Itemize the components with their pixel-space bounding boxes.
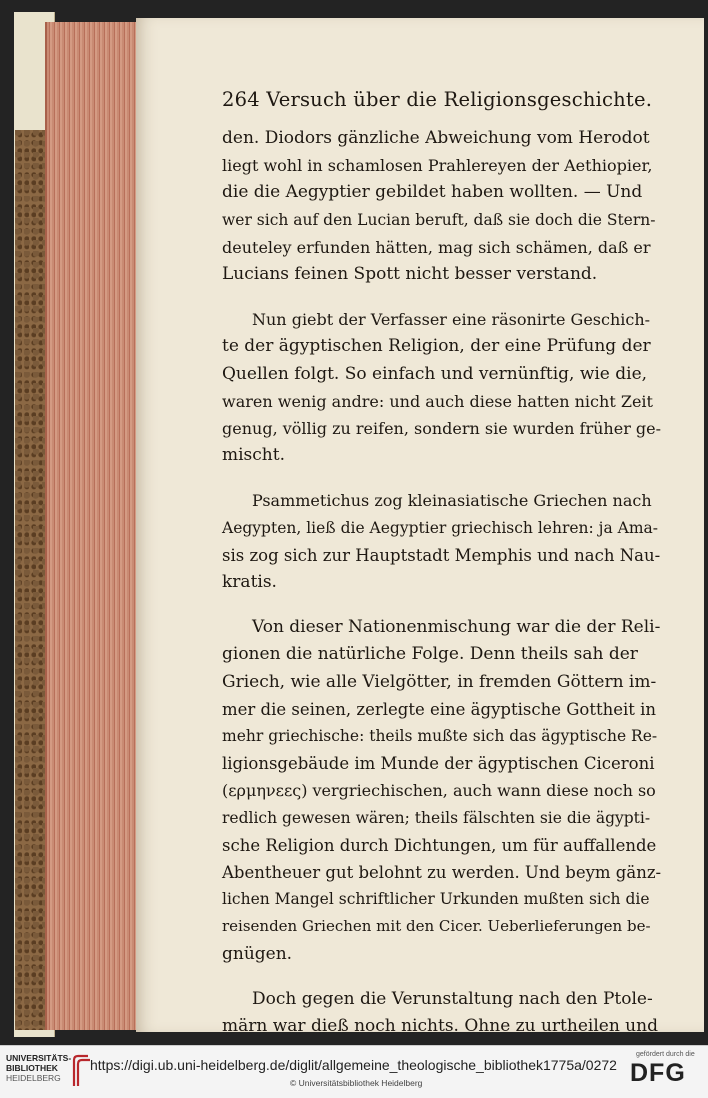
text-line: den. Diodors gänzliche Abweichung vom Herodot [222, 128, 650, 148]
text-line: Doch gegen die Verunstaltung nach den Ptole- [252, 988, 653, 1009]
text-line: kratis. [222, 572, 277, 593]
library-name-line2: BIBLIOTHEK [6, 1063, 58, 1073]
text-line: Quellen folgt. So einfach und vernünftig, wie die, [222, 363, 648, 384]
text-line: gionen die natürliche Folge. Denn theils sah der [222, 644, 638, 665]
text-line: Griech, wie alle Vielgötter, in fremden Göttern im- [222, 671, 657, 692]
paragraph [222, 306, 662, 469]
page-edges [45, 22, 139, 1030]
text-line: waren wenig andre: und auch diese hatten nicht Zeit [222, 391, 653, 411]
text-line: lichen Mangel schriftlicher Urkunden mußten sich die [222, 890, 650, 909]
library-name-line3: HEIDELBERG [6, 1073, 61, 1083]
text-line: die die Aegyptier gebildet haben wollten. — Und [222, 182, 643, 203]
paragraphs [222, 125, 662, 1040]
text-line: mehr griechische: theils mußte sich das ägyptische Re- [222, 727, 658, 746]
paragraph [222, 487, 662, 596]
text-line: Von dieser Nationenmischung war die der Reli- [252, 617, 661, 638]
text-line: sis zog sich zur Hauptstadt Memphis und nach Nau- [222, 545, 661, 565]
dfg-logo: DFG [630, 1059, 686, 1087]
text-line: Aegypten, ließ die Aegyptier griechisch lehren: ja Ama- [222, 518, 659, 537]
running-header: 264 Versuch über die Religionsgeschichte. [222, 88, 653, 111]
text-line: ligionsgebäude im Munde der ägyptischen Ciceroni [222, 754, 655, 774]
text-line: genug, völlig zu reifen, sondern sie wurden früher ge- [222, 419, 662, 439]
text-line: gnügen. [222, 943, 293, 964]
page-text-block [222, 88, 662, 1045]
text-line: redlich gewesen wären; theils fälschten sie die ägypti- [222, 808, 651, 827]
marbled-cover-paper [15, 130, 45, 1030]
library-logo-text [6, 1053, 71, 1083]
text-line: Nun giebt der Verfasser eine räsonirte Geschich- [252, 310, 651, 330]
text-line: reisenden Griechen mit den Cicer. Ueberlieferungen be- [222, 917, 651, 936]
text-line: te der ägyptischen Religion, der eine Prüfung der [222, 336, 651, 357]
viewer-footer [0, 1045, 708, 1098]
book-page [136, 18, 704, 1037]
text-line: Psammetichus zog kleinasiatische Griechen nach [252, 491, 652, 511]
text-line: Lucians feinen Spott nicht besser verstand. [222, 264, 598, 285]
text-line: deuteley erfunden hätten, mag sich schämen, daß er [222, 237, 651, 257]
paragraph [222, 614, 662, 968]
text-line: liegt wohl in schamlosen Prahlereyen der Aethiopier, [222, 156, 653, 176]
paragraph [222, 986, 662, 1040]
text-line: sche Religion durch Dichtungen, um für auffallende [222, 835, 657, 855]
paragraph [222, 125, 662, 288]
text-line: mischt. [222, 445, 285, 466]
permalink-url[interactable]: https://digi.ub.uni-heidelberg.de/diglit/allgemeine_theologische_bibliothek1775a/0272 [90, 1057, 617, 1073]
text-line: wer sich auf den Lucian beruft, daß sie doch die Stern- [222, 210, 656, 229]
funder-note: gefördert durch die [636, 1051, 695, 1058]
copyright-notice: © Universitätsbibliothek Heidelberg [290, 1078, 423, 1088]
text-line: mer die seinen, zerlegte eine ägyptische Gottheit in [222, 699, 657, 719]
text-line: (ερμηνεες) vergriechischen, auch wann diese noch so [222, 781, 656, 801]
library-name-line1: UNIVERSITÄTS- [6, 1053, 72, 1063]
text-line: märn war dieß noch nichts. Ohne zu urtheilen und [222, 1016, 658, 1037]
text-line: Abentheuer gut belohnt zu werden. Und beym gänz- [222, 863, 662, 883]
